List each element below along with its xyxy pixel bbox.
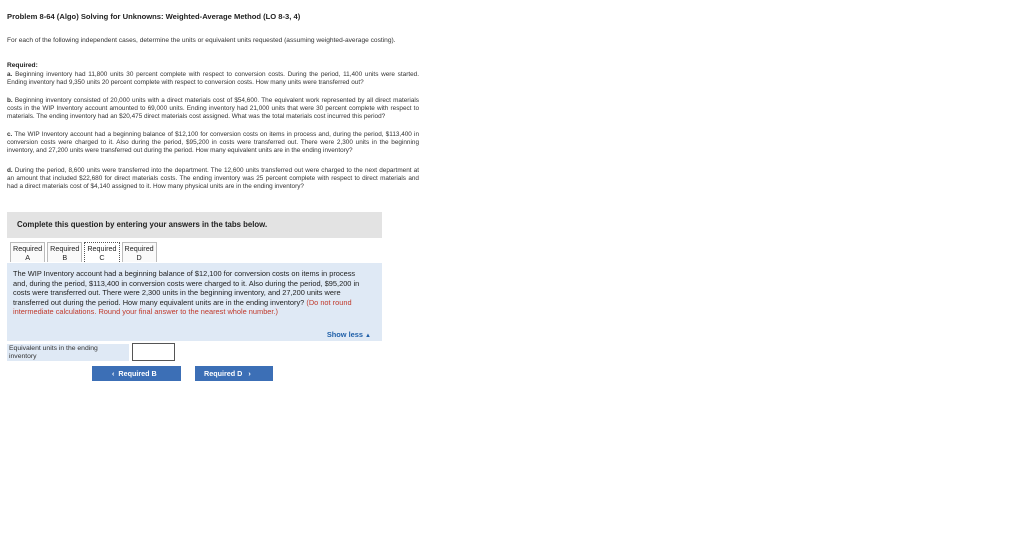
required-heading: Required: bbox=[7, 62, 38, 69]
tab-label: Required bbox=[13, 244, 43, 253]
next-required-d-button[interactable] bbox=[195, 366, 273, 381]
tab-letter: A bbox=[25, 253, 30, 262]
chevron-left-icon: ‹ bbox=[112, 369, 115, 378]
tab-required-c[interactable] bbox=[84, 242, 119, 262]
required-part-d bbox=[7, 167, 419, 191]
part-letter: b. bbox=[7, 97, 13, 104]
prev-button-label: Required B bbox=[118, 369, 157, 378]
tab-letter: D bbox=[136, 253, 142, 262]
triangle-up-icon: ▲ bbox=[365, 333, 371, 339]
problem-title: Problem 8-64 (Algo) Solving for Unknowns: Weighted-Average Method (LO 8-3, 4) bbox=[7, 12, 301, 21]
prev-required-b-button[interactable] bbox=[92, 366, 181, 381]
answer-label: Equivalent units in the ending inventory bbox=[7, 344, 129, 361]
tab-label: Required bbox=[50, 244, 80, 253]
tab-required-b[interactable] bbox=[47, 242, 82, 262]
instructions-bar bbox=[7, 212, 382, 238]
equivalent-units-input[interactable] bbox=[132, 343, 175, 361]
part-text: Beginning inventory had 11,800 units 30 percent complete with respect to conversion costs. During the period, 11,400 units were started. Ending inventory had 9,350 units 20 percent complete with respect to conversion costs. How many units were transferred out? bbox=[7, 71, 419, 86]
required-part-c bbox=[7, 131, 419, 155]
tab-required-a[interactable] bbox=[10, 242, 45, 262]
part-text: During the period, 8,600 units were transferred into the department. The 12,600 units transferred out were charged to the next department at an amount that included $22,680 for direct materials costs. The ending inventory was 25 percent complete with respect to direct materials and had a direct materials cost of $4,140 assigned to it. How many physical units are in the ending inventory? bbox=[7, 167, 419, 190]
required-part-b bbox=[7, 97, 419, 121]
show-less-label: Show less bbox=[326, 330, 363, 339]
tab-letter: C bbox=[99, 253, 105, 262]
instructions-text: Complete this question by entering your answers in the tabs below. bbox=[17, 220, 268, 229]
next-button-label: Required D bbox=[204, 369, 243, 378]
chevron-right-icon: › bbox=[248, 369, 251, 378]
part-letter: d. bbox=[7, 167, 13, 174]
question-text bbox=[13, 269, 365, 317]
show-less-link[interactable] bbox=[327, 330, 371, 339]
tab-label: Required bbox=[87, 244, 117, 253]
tab-letter: B bbox=[62, 253, 68, 262]
question-panel bbox=[7, 263, 382, 341]
part-text: Beginning inventory consisted of 20,000 units with a direct materials cost of $54,600. The equivalent work represented by all direct materials costs in the WIP Inventory account amounted to 69,000 units. Ending inventory had 21,000 units that were 30 percent complete with respect to materials. The ending inventory had an $20,475 direct materials cost assigned. What was the total materials cost incurred this period? bbox=[7, 97, 419, 120]
tab-required-d[interactable] bbox=[122, 242, 157, 262]
required-tabs bbox=[10, 242, 159, 263]
tab-label: Required bbox=[124, 244, 154, 253]
required-part-a bbox=[7, 71, 419, 87]
question-body: The WIP Inventory account had a beginning balance of $12,100 for conversion costs on items in process and, during the period, $113,400 in conversion costs were charged to it. Also during the period, $95,200 in costs were transferred out. There were 2,300 units in the beginning inventory, and 27,200 units were transferred out during the period. How many equivalent units are in the ending inventory? bbox=[13, 269, 360, 307]
part-text: The WIP Inventory account had a beginning balance of $12,100 for conversion costs on items in process and, during the period, $113,400 in conversion costs were charged to it. Also during the period, $95,200 in costs were transferred out. There were 2,300 units in the beginning inventory, and 27,200 units were transferred out during the period. How many equivalent units are in the ending inventory? bbox=[7, 131, 419, 154]
problem-intro: For each of the following independent cases, determine the units or equivalent units requested (assuming weighted-average costing). bbox=[7, 37, 396, 44]
part-letter: a. bbox=[7, 71, 13, 78]
part-letter: c. bbox=[7, 131, 13, 138]
question-note: (Do not round intermediate calculations. Round your final answer to the nearest whole number.) bbox=[13, 297, 352, 317]
